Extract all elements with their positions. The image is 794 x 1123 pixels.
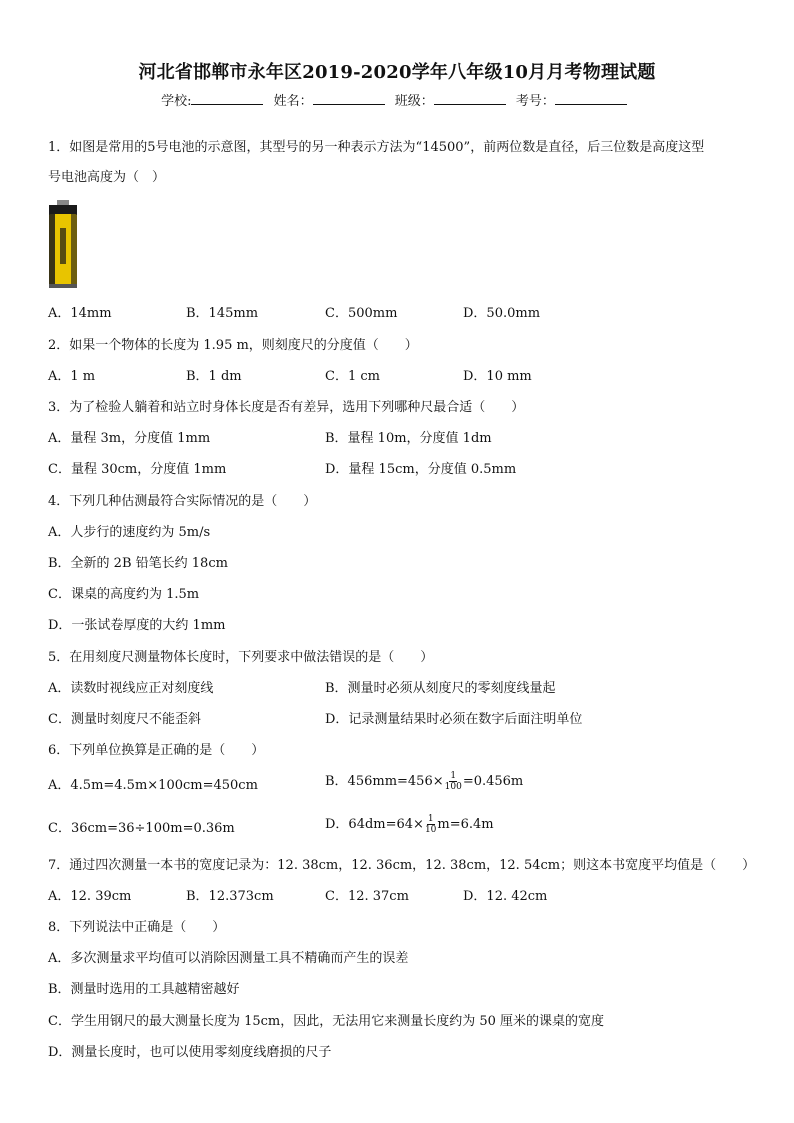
class-label: 班级： bbox=[394, 94, 434, 109]
class-blank[interactable] bbox=[434, 92, 506, 105]
number-blank[interactable] bbox=[555, 92, 627, 105]
q6-option-d-suffix: m=6.4m bbox=[437, 817, 494, 832]
q5-option-b[interactable]: B．测量时必须从刻度尺的零刻度线量起 bbox=[325, 681, 556, 696]
q4-option-c[interactable]: C．课桌的高度约为 1.5m bbox=[48, 587, 200, 602]
fraction bbox=[425, 814, 436, 835]
q2-option-c[interactable]: C．1 cm bbox=[325, 369, 380, 384]
fraction-denominator: 100 bbox=[444, 782, 462, 792]
q7-option-a[interactable]: A．12. 39cm bbox=[48, 889, 132, 904]
q8-option-c[interactable]: C．学生用钢尺的最大测量长度为 15cm，因此，无法用它来测量长度约为 50 厘米的课桌的宽度 bbox=[48, 1014, 605, 1029]
q3-option-a[interactable]: A．量程 3m，分度值 1mm bbox=[48, 431, 211, 446]
q5-option-c[interactable]: C．测量时刻度尺不能歪斜 bbox=[48, 712, 201, 727]
question-8-stem: 8．下列说法中正确是（ ） bbox=[48, 920, 226, 935]
name-label: 姓名： bbox=[273, 94, 313, 109]
q1-option-a[interactable]: A．14mm bbox=[48, 306, 112, 321]
q8-option-a[interactable]: A．多次测量求平均值可以消除因测量工具不精确而产生的误差 bbox=[48, 951, 409, 966]
q5-option-a[interactable]: A．读数时视线应正对刻度线 bbox=[48, 681, 214, 696]
q6-option-b[interactable] bbox=[325, 771, 523, 792]
q5-option-d[interactable]: D．记录测量结果时必须在数字后面注明单位 bbox=[325, 712, 583, 727]
q2-option-b[interactable]: B．1 dm bbox=[186, 369, 242, 384]
q6-option-b-suffix: =0.456m bbox=[462, 774, 524, 789]
q6-option-d[interactable] bbox=[325, 814, 494, 835]
q7-option-c[interactable]: C．12. 37cm bbox=[325, 889, 409, 904]
q8-option-b[interactable]: B．测量时选用的工具越精密越好 bbox=[48, 982, 240, 997]
q4-option-b[interactable]: B．全新的 2B 铅笔长约 18cm bbox=[48, 556, 228, 571]
question-1-stem-line-2: 号电池高度为（ ） bbox=[48, 170, 166, 185]
question-4-stem: 4．下列几种估测最符合实际情况的是（ ） bbox=[48, 494, 317, 509]
q1-option-b[interactable]: B．145mm bbox=[186, 306, 259, 321]
battery-image bbox=[46, 200, 80, 288]
question-3-stem: 3．为了检验人躺着和站立时身体长度是否有差异，选用下列哪种尺最合适（ ） bbox=[48, 400, 525, 415]
q6-option-a[interactable]: A．4.5m=4.5m×100cm=450cm bbox=[48, 778, 258, 793]
q7-option-d[interactable]: D．12. 42cm bbox=[463, 889, 548, 904]
school-blank[interactable] bbox=[191, 92, 263, 105]
question-1-stem-line-1: 1．如图是常用的5号电池的示意图，其型号的另一种表示方法为“14500”，前两位数是直径，后三位数是高度这型 bbox=[48, 140, 705, 155]
fraction bbox=[445, 771, 462, 792]
fraction-numerator: 1 bbox=[450, 771, 457, 781]
q2-option-d[interactable]: D．10 mm bbox=[463, 369, 532, 384]
number-label: 考号： bbox=[515, 94, 555, 109]
q4-option-d[interactable]: D．一张试卷厚度的大约 1mm bbox=[48, 618, 226, 633]
question-2-stem: 2．如果一个物体的长度为 1.95 m，则刻度尺的分度值（ ） bbox=[48, 338, 418, 353]
name-blank[interactable] bbox=[313, 92, 385, 105]
fraction-numerator: 1 bbox=[427, 814, 434, 824]
q3-option-d[interactable]: D．量程 15cm，分度值 0.5mm bbox=[325, 462, 517, 477]
page-title: 河北省邯郸市永年区2019-2020学年八年级10月月考物理试题 bbox=[138, 62, 656, 83]
fraction-denominator: 10 bbox=[424, 825, 437, 835]
q1-option-c[interactable]: C．500mm bbox=[325, 306, 398, 321]
q7-option-b[interactable]: B．12.373cm bbox=[186, 889, 274, 904]
q6-option-c[interactable]: C．36cm=36÷100m=0.36m bbox=[48, 821, 235, 836]
q1-option-d[interactable]: D．50.0mm bbox=[463, 306, 541, 321]
question-6-stem: 6．下列单位换算是正确的是（ ） bbox=[48, 743, 265, 758]
q6-option-d-prefix: D．64dm=64× bbox=[325, 817, 424, 832]
q4-option-a[interactable]: A．人步行的速度约为 5m/s bbox=[48, 525, 211, 540]
question-5-stem: 5．在用刻度尺测量物体长度时，下列要求中做法错误的是（ ） bbox=[48, 650, 434, 665]
question-7-stem: 7．通过四次测量一本书的宽度记录为：12. 38cm，12. 36cm，12. 38cm，12. 54cm；则这本书宽度平均值是（ ） bbox=[48, 858, 756, 873]
school-label: 学校: bbox=[161, 94, 192, 109]
q2-option-a[interactable]: A．1 m bbox=[48, 369, 96, 384]
q3-option-b[interactable]: B．量程 10m，分度值 1dm bbox=[325, 431, 492, 446]
q6-option-b-prefix: B．456mm=456× bbox=[325, 774, 444, 789]
student-info-row bbox=[0, 90, 794, 109]
q8-option-d[interactable]: D．测量长度时，也可以使用零刻度线磨损的尺子 bbox=[48, 1045, 332, 1060]
q3-option-c[interactable]: C．量程 30cm，分度值 1mm bbox=[48, 462, 227, 477]
